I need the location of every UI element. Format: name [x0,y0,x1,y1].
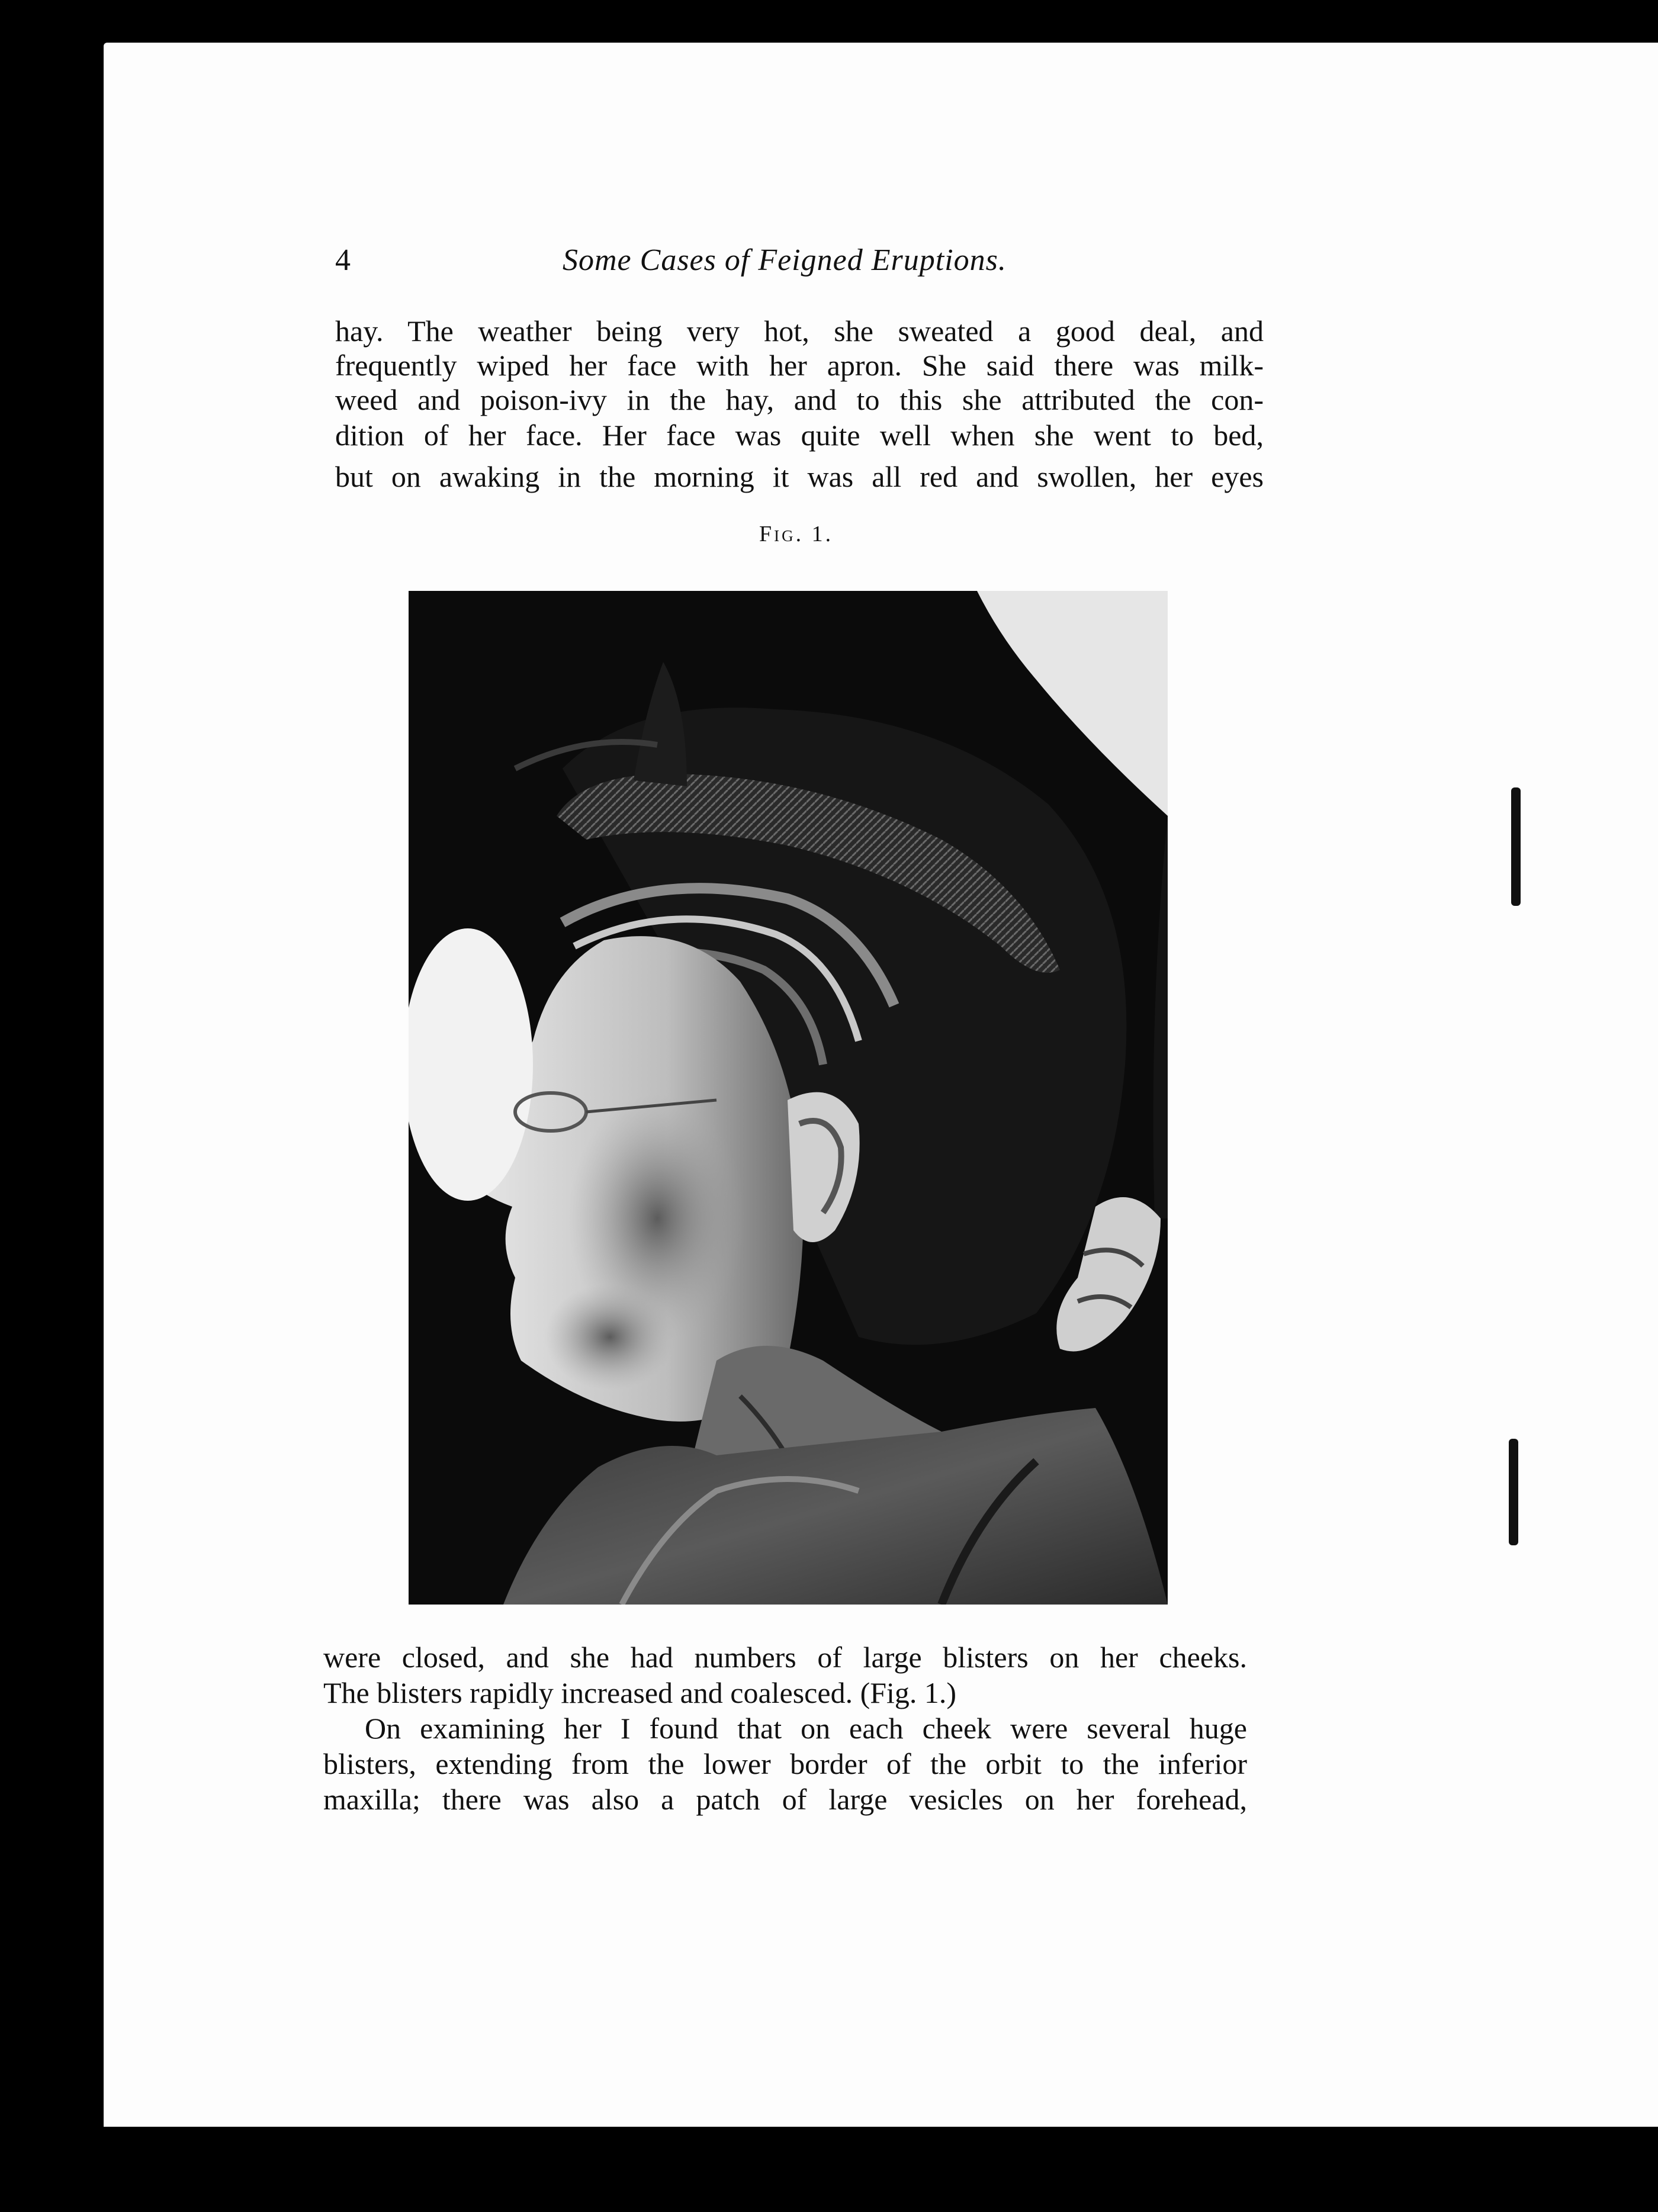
body-text-line: hay. The weather being very hot, she sweated a good deal, and [335,314,1264,348]
page-number: 4 [335,243,351,277]
body-text-line: frequently wiped her face with her apron. She said there was milk- [335,349,1264,382]
binding-mark [1511,787,1521,906]
body-text-line: On examining her I found that on each cheek were several huge [365,1712,1247,1745]
figure-photograph [409,591,1168,1605]
body-text-line: blisters, extending from the lower border of the orbit to the inferior [323,1747,1247,1780]
body-text-line: weed and poison-ivy in the hay, and to this she attributed the con- [335,383,1264,416]
body-text-line: maxilla; there was also a patch of large vesicles on her forehead, [323,1783,1247,1816]
figure-caption: Fig. 1. [759,522,834,546]
body-text-line: The blisters rapidly increased and coalesced. (Fig. 1.) [323,1676,957,1709]
body-text-line: but on awaking in the morning it was all red and swollen, her eyes [335,460,1264,493]
binding-mark [1509,1439,1518,1545]
body-text-line: were closed, and she had numbers of large blisters on her cheeks. [323,1641,1247,1674]
running-head: Some Cases of Feigned Eruptions. [563,243,1007,277]
body-text-line: dition of her face. Her face was quite well when she went to bed, [335,419,1264,452]
